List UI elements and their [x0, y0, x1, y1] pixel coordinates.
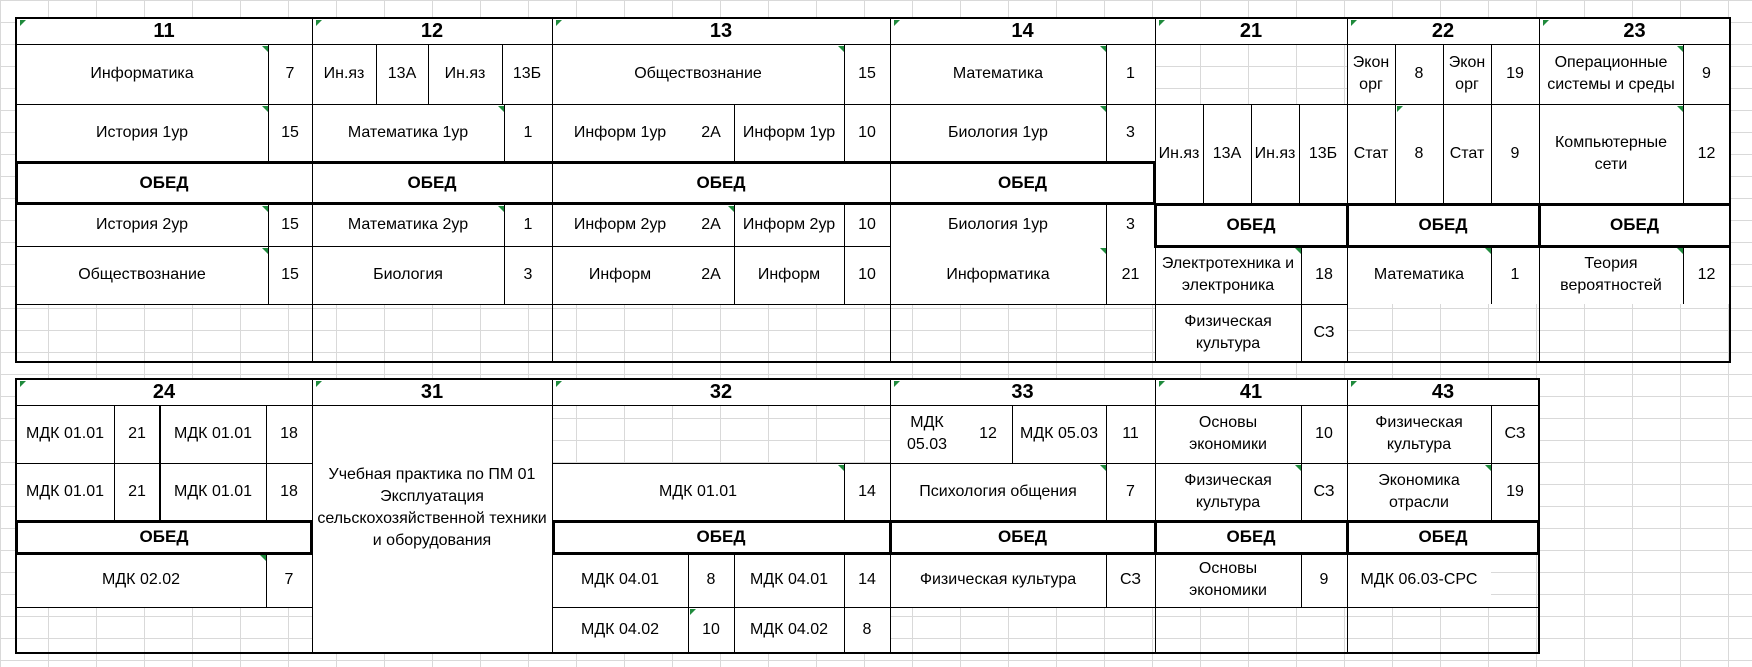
lesson-room[interactable]: 13А: [376, 44, 428, 104]
lesson-room[interactable]: 7: [266, 553, 312, 607]
comment-indicator-icon: [1100, 465, 1106, 471]
lesson-subject[interactable]: Обществознание: [16, 246, 268, 304]
lesson-subject[interactable]: Информ 2ур: [734, 204, 844, 246]
lunch-cell[interactable]: ОБЕД: [552, 162, 890, 204]
comment-indicator-icon: [690, 609, 696, 615]
lesson-subject[interactable]: МДК 04.02: [734, 607, 844, 653]
empty-cell[interactable]: [1155, 607, 1347, 653]
lesson-room[interactable]: 15: [268, 246, 312, 304]
group-header-33[interactable]: 33: [890, 379, 1155, 405]
lesson-room[interactable]: СЗ: [1301, 304, 1347, 362]
comment-indicator-icon: [894, 20, 900, 26]
lesson-room[interactable]: 1: [504, 104, 552, 162]
lesson-subject[interactable]: Физическая культура: [1347, 405, 1491, 463]
lesson-subject[interactable]: Ин.яз: [428, 44, 502, 104]
empty-cell[interactable]: [890, 304, 1155, 362]
lesson-room[interactable]: 13Б: [502, 44, 552, 104]
lesson-subject[interactable]: Экон орг: [1443, 44, 1491, 104]
lunch-cell[interactable]: ОБЕД: [1155, 521, 1347, 553]
lesson-subject[interactable]: Ин.яз: [1251, 104, 1299, 204]
empty-cell[interactable]: [1491, 553, 1539, 607]
group-header-23[interactable]: 23: [1539, 18, 1730, 44]
lesson-room[interactable]: 9: [1683, 44, 1730, 104]
comment-indicator-icon: [556, 381, 562, 387]
comment-indicator-icon: [1397, 106, 1403, 112]
lesson-room[interactable]: 12: [1683, 104, 1730, 204]
lesson-room[interactable]: 8: [688, 553, 734, 607]
lesson-room[interactable]: 15: [268, 104, 312, 162]
lesson-subject[interactable]: МДК 04.01: [552, 553, 688, 607]
lesson-room[interactable]: 1: [1106, 44, 1155, 104]
lunch-cell[interactable]: ОБЕД: [890, 162, 1155, 204]
lesson-subject[interactable]: Информ 1ур: [734, 104, 844, 162]
group-header-21[interactable]: 21: [1155, 18, 1347, 44]
lesson-subject[interactable]: Основы экономики: [1155, 553, 1301, 607]
comment-indicator-icon: [1100, 106, 1106, 112]
lesson-room[interactable]: 1: [504, 204, 552, 246]
lesson-subject[interactable]: МДК 01.01: [16, 463, 114, 521]
empty-cell[interactable]: [312, 304, 552, 362]
lesson-room[interactable]: 7: [268, 44, 312, 104]
lesson-subject[interactable]: Информ: [734, 246, 844, 304]
comment-indicator-icon: [1295, 248, 1301, 254]
lesson-room[interactable]: 2А: [688, 104, 734, 162]
lesson-subject[interactable]: Математика: [890, 44, 1106, 104]
lesson-subject[interactable]: МДК 02.02: [16, 553, 266, 607]
empty-cell[interactable]: [1347, 607, 1539, 653]
lesson-subject[interactable]: Компьютерные сети: [1539, 104, 1683, 204]
lesson-room[interactable]: 12: [1683, 246, 1730, 304]
lesson-room[interactable]: 18: [1301, 246, 1347, 304]
lesson-room[interactable]: СЗ: [1106, 553, 1155, 607]
lesson-subject[interactable]: Физическая культура: [1155, 463, 1301, 521]
lesson-room[interactable]: 10: [688, 607, 734, 653]
lesson-subject[interactable]: МДК 06.03-СРС: [1347, 553, 1491, 607]
lunch-cell[interactable]: ОБЕД: [552, 521, 890, 553]
lunch-cell[interactable]: ОБЕД: [1155, 204, 1347, 246]
practice-cell[interactable]: Учебная практика по ПМ 01 Эксплуатация сельскохозяйственной техники и оборудования: [312, 405, 552, 653]
empty-cell[interactable]: [552, 405, 890, 463]
lesson-room[interactable]: 15: [268, 204, 312, 246]
lunch-cell[interactable]: ОБЕД: [16, 521, 312, 553]
lesson-room[interactable]: 13Б: [1299, 104, 1347, 204]
lunch-cell[interactable]: ОБЕД: [1347, 204, 1539, 246]
comment-indicator-icon: [262, 46, 268, 52]
lesson-subject[interactable]: МДК 01.01: [16, 405, 114, 463]
group-header-12[interactable]: 12: [312, 18, 552, 44]
lesson-subject[interactable]: Физическая культура: [1155, 304, 1301, 362]
empty-cell[interactable]: [16, 304, 312, 362]
lunch-cell[interactable]: ОБЕД: [1539, 204, 1730, 246]
lesson-room[interactable]: 3: [504, 246, 552, 304]
empty-cell[interactable]: [1347, 304, 1539, 362]
comment-indicator-icon: [838, 46, 844, 52]
empty-cell[interactable]: [16, 607, 312, 653]
empty-cell[interactable]: [1155, 44, 1347, 104]
group-header-24[interactable]: 24: [16, 379, 312, 405]
lesson-subject[interactable]: История 2ур: [16, 204, 268, 246]
lesson-room[interactable]: 15: [844, 44, 890, 104]
comment-indicator-icon: [1351, 20, 1357, 26]
comment-indicator-icon: [1159, 20, 1165, 26]
lesson-subject[interactable]: Стат: [1443, 104, 1491, 204]
comment-indicator-icon: [1677, 248, 1683, 254]
empty-cell[interactable]: [1539, 304, 1730, 362]
comment-indicator-icon: [20, 381, 26, 387]
lesson-room[interactable]: 21: [114, 463, 160, 521]
lesson-subject[interactable]: Ин.яз: [312, 44, 376, 104]
lesson-subject[interactable]: Математика 2ур: [312, 204, 504, 246]
group-header-14[interactable]: 14: [890, 18, 1155, 44]
lesson-room[interactable]: 9: [1301, 553, 1347, 607]
lesson-room[interactable]: 21: [114, 405, 160, 463]
lesson-subject[interactable]: Физическая культура: [890, 553, 1106, 607]
lesson-subject[interactable]: Основы экономики: [1155, 405, 1301, 463]
lesson-room[interactable]: 14: [844, 553, 890, 607]
lesson-room[interactable]: 3: [1106, 104, 1155, 162]
lesson-subject[interactable]: МДК 04.01: [734, 553, 844, 607]
comment-indicator-icon: [260, 555, 266, 561]
lesson-subject[interactable]: Обществознание: [552, 44, 844, 104]
lesson-room[interactable]: СЗ: [1491, 405, 1539, 463]
comment-indicator-icon: [728, 206, 734, 212]
lesson-room[interactable]: 12: [964, 405, 1012, 463]
lesson-room[interactable]: 2А: [688, 204, 734, 246]
lunch-cell[interactable]: ОБЕД: [16, 162, 312, 204]
lesson-room[interactable]: 10: [844, 246, 890, 304]
comment-indicator-icon: [316, 381, 322, 387]
lesson-room[interactable]: 8: [1395, 44, 1443, 104]
lesson-room[interactable]: 18: [266, 405, 312, 463]
comment-indicator-icon: [1677, 46, 1683, 52]
lunch-cell[interactable]: ОБЕД: [1347, 521, 1539, 553]
group-header-41[interactable]: 41: [1155, 379, 1347, 405]
lesson-subject[interactable]: Теория вероятностей: [1539, 246, 1683, 304]
group-header-32[interactable]: 32: [552, 379, 890, 405]
lesson-subject[interactable]: МДК 05.03: [890, 405, 964, 463]
empty-cell[interactable]: [890, 607, 1155, 653]
lesson-subject[interactable]: Психология общения: [890, 463, 1106, 521]
lesson-room[interactable]: 14: [844, 463, 890, 521]
comment-indicator-icon: [1485, 465, 1491, 471]
group-header-43[interactable]: 43: [1347, 379, 1539, 405]
lesson-subject[interactable]: Биология 1ур: [890, 204, 1106, 246]
lesson-subject[interactable]: МДК 01.01: [552, 463, 844, 521]
group-header-11[interactable]: 11: [16, 18, 312, 44]
lesson-room[interactable]: 10: [844, 104, 890, 162]
lesson-subject[interactable]: Экон орг: [1347, 44, 1395, 104]
lesson-subject[interactable]: МДК 05.03: [1012, 405, 1106, 463]
comment-indicator-icon: [1100, 248, 1106, 254]
lesson-subject[interactable]: Экономика отрасли: [1347, 463, 1491, 521]
comment-indicator-icon: [556, 20, 562, 26]
comment-indicator-icon: [1677, 106, 1683, 112]
lesson-room[interactable]: 19: [1491, 463, 1539, 521]
lesson-subject[interactable]: Биология: [312, 246, 504, 304]
comment-indicator-icon: [316, 20, 322, 26]
lesson-subject[interactable]: Стат: [1347, 104, 1395, 204]
comment-indicator-icon: [1485, 248, 1491, 254]
comment-indicator-icon: [1159, 381, 1165, 387]
comment-indicator-icon: [262, 106, 268, 112]
lesson-subject[interactable]: МДК 01.01: [160, 463, 266, 521]
lesson-subject[interactable]: Математика: [1347, 246, 1491, 304]
lesson-room[interactable]: 21: [1106, 246, 1155, 304]
lesson-room[interactable]: 10: [844, 204, 890, 246]
lesson-room[interactable]: 3: [1106, 204, 1155, 246]
comment-indicator-icon: [1295, 465, 1301, 471]
group-header-13[interactable]: 13: [552, 18, 890, 44]
lesson-room[interactable]: 18: [266, 463, 312, 521]
lesson-subject[interactable]: МДК 04.02: [552, 607, 688, 653]
lesson-subject[interactable]: Электротехника и электроника: [1155, 246, 1301, 304]
comment-indicator-icon: [1543, 20, 1549, 26]
empty-cell[interactable]: [552, 304, 890, 362]
lesson-room[interactable]: 2А: [688, 246, 734, 304]
group-header-31[interactable]: 31: [312, 379, 552, 405]
comment-indicator-icon: [20, 20, 26, 26]
lesson-subject[interactable]: МДК 01.01: [160, 405, 266, 463]
lesson-room[interactable]: 9: [1491, 104, 1539, 204]
comment-indicator-icon: [1351, 381, 1357, 387]
lesson-subject[interactable]: Ин.яз: [1155, 104, 1203, 204]
lesson-subject[interactable]: Информатика: [890, 246, 1106, 304]
comment-indicator-icon: [894, 381, 900, 387]
lesson-subject[interactable]: Информ 1ур: [552, 104, 688, 162]
lesson-room[interactable]: СЗ: [1301, 463, 1347, 521]
lesson-subject[interactable]: Информатика: [16, 44, 268, 104]
lesson-room[interactable]: 1: [1491, 246, 1539, 304]
lunch-cell[interactable]: ОБЕД: [890, 521, 1155, 553]
lesson-room[interactable]: 7: [1106, 463, 1155, 521]
comment-indicator-icon: [262, 248, 268, 254]
comment-indicator-icon: [262, 206, 268, 212]
comment-indicator-icon: [1100, 46, 1106, 52]
lesson-room[interactable]: 13А: [1203, 104, 1251, 204]
comment-indicator-icon: [498, 106, 504, 112]
lunch-cell[interactable]: ОБЕД: [312, 162, 552, 204]
lesson-room[interactable]: 8: [1395, 104, 1443, 204]
lesson-subject[interactable]: Биология 1ур: [890, 104, 1106, 162]
lesson-room[interactable]: 19: [1491, 44, 1539, 104]
lesson-subject[interactable]: Математика 1ур: [312, 104, 504, 162]
lesson-room[interactable]: 8: [844, 607, 890, 653]
lesson-room[interactable]: 11: [1106, 405, 1155, 463]
comment-indicator-icon: [498, 206, 504, 212]
lesson-subject[interactable]: История 1ур: [16, 104, 268, 162]
lesson-room[interactable]: 10: [1301, 405, 1347, 463]
comment-indicator-icon: [838, 465, 844, 471]
group-header-22[interactable]: 22: [1347, 18, 1539, 44]
lesson-subject[interactable]: Информ 2ур: [552, 204, 688, 246]
lesson-subject[interactable]: Операционные системы и среды: [1539, 44, 1683, 104]
lesson-subject[interactable]: Информ: [552, 246, 688, 304]
